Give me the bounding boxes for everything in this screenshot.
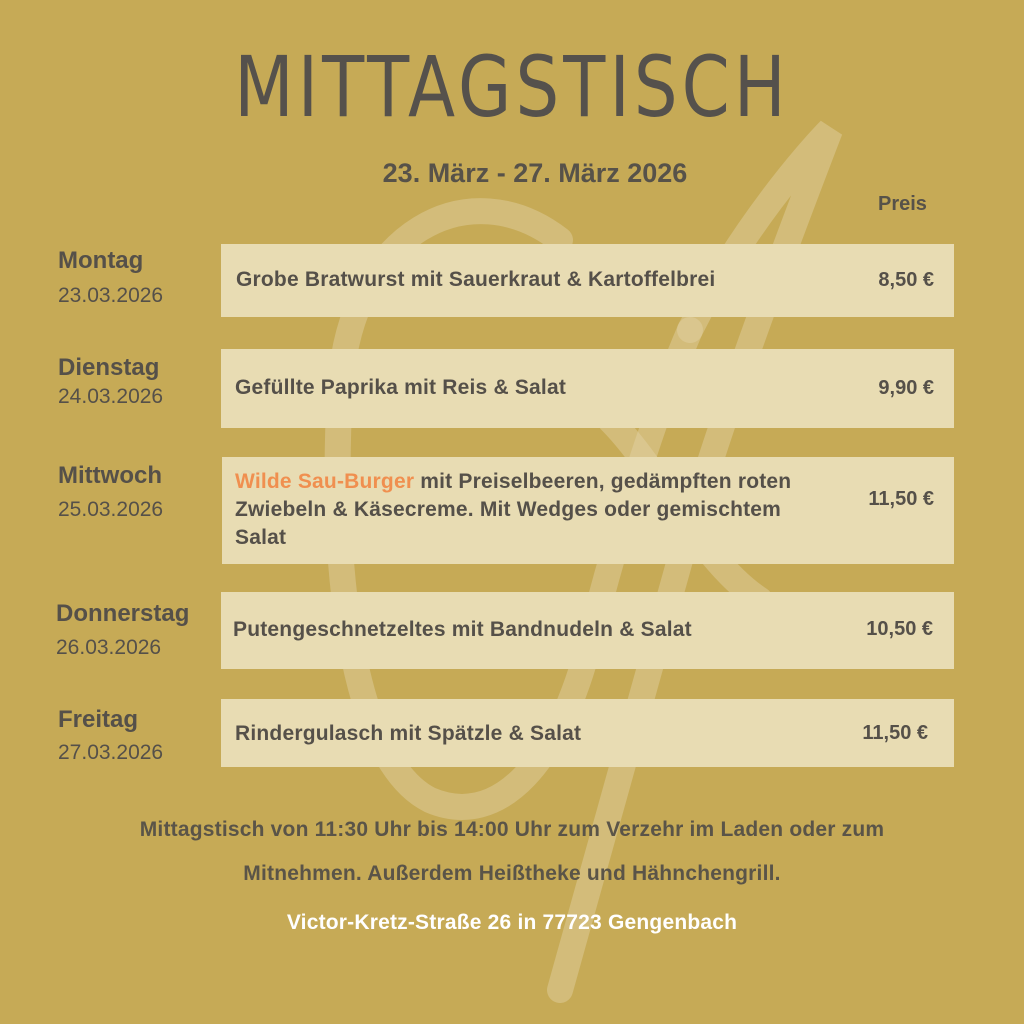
- day-date-mittwoch: 25.03.2026: [58, 498, 164, 521]
- dish-text: Grobe Bratwurst mit Sauerkraut & Kartoffelbrei: [236, 268, 716, 291]
- dish-text: Putengeschnetzeltes mit Bandnudeln & Salat: [233, 618, 692, 641]
- price-column-header: Preis: [878, 193, 927, 215]
- day-label-freitag: Freitag: [58, 706, 139, 733]
- dish-price: 8,50 €: [878, 269, 934, 291]
- day-label-mittwoch: Mittwoch: [58, 462, 162, 489]
- menu-item-freitag: [221, 699, 954, 767]
- dish-description: mit Preiselbeeren, gedämpften roten Zwiebeln & Käsecreme. Mit Wedges oder gemischtem Salat: [235, 470, 792, 549]
- dish-price: 9,90 €: [878, 377, 934, 399]
- footer-address: Victor-Kretz-Straße 26 in 77723 Gengenbach: [286, 911, 738, 934]
- date-range: 23. März - 27. März 2026: [382, 158, 688, 188]
- dish-text: Rindergulasch mit Spätzle & Salat: [235, 722, 582, 745]
- day-date-montag: 23.03.2026: [58, 284, 164, 307]
- menu-item-dienstag: [221, 349, 954, 428]
- dish-text: Gefüllte Paprika mit Reis & Salat: [235, 376, 567, 399]
- dish-text: [235, 468, 825, 552]
- day-date-dienstag: 24.03.2026: [58, 385, 164, 408]
- day-label-montag: Montag: [58, 247, 144, 274]
- day-label-donnerstag: Donnerstag: [56, 600, 190, 627]
- day-date-donnerstag: 26.03.2026: [56, 636, 162, 659]
- footer-hours-line1: Mittagstisch von 11:30 Uhr bis 14:00 Uhr zum Verzehr im Laden oder zum: [139, 818, 885, 841]
- dish-price: 11,50 €: [862, 722, 928, 744]
- menu-item-montag: [221, 244, 954, 317]
- page-title: MITTAGSTISCH: [234, 38, 790, 136]
- dish-highlight: Wilde Sau-Burger: [235, 470, 415, 493]
- menu-item-mittwoch: [222, 457, 954, 564]
- menu-item-donnerstag: [221, 592, 954, 669]
- dish-price: 11,50 €: [868, 488, 934, 510]
- dish-price: 10,50 €: [866, 618, 933, 640]
- day-label-dienstag: Dienstag: [58, 354, 160, 381]
- day-date-freitag: 27.03.2026: [58, 741, 164, 764]
- footer-hours-line2: Mitnehmen. Außerdem Heißtheke und Hähnchengrill.: [243, 862, 781, 885]
